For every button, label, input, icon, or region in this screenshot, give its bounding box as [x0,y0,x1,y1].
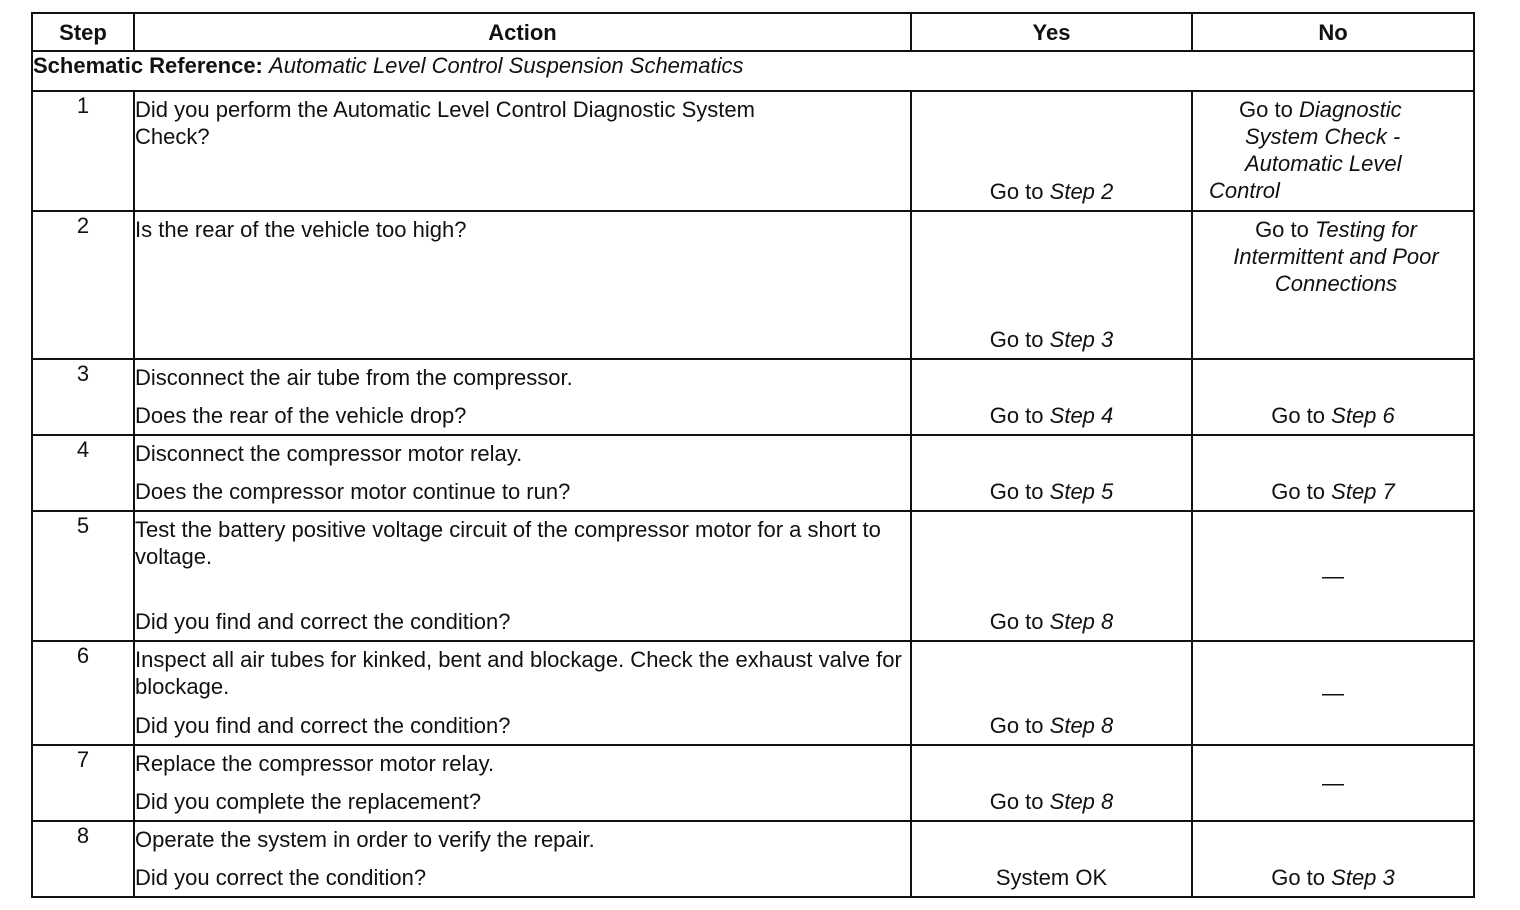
yes-cell [911,359,1192,435]
no-prefix: Go to [1271,403,1326,428]
yes-prefix: Go to [989,713,1044,738]
yes-step-link[interactable]: Step 3 [1049,327,1114,352]
yes-result: System OK [995,865,1108,890]
no-dash: — [1322,563,1344,589]
action-question: Did you correct the condition? [135,865,427,890]
action-cell [134,211,911,359]
no-prefix: Go to [1239,97,1293,122]
yes-prefix: Go to [989,609,1044,634]
action-question: Did you find and correct the condition? [135,713,511,738]
step-number: 7 [32,745,134,821]
action-text: Test the battery positive voltage circuit of the compressor motor for a short to voltage. [135,517,881,569]
action-text: Inspect all air tubes for kinked, bent and blockage. Check the exhaust valve for blockage. [135,647,902,699]
header-yes: Yes [911,13,1192,51]
table-row [32,359,1474,435]
table-row [32,211,1474,359]
action-cell [134,435,911,511]
no-cell [1192,821,1474,897]
no-cell [1192,435,1474,511]
schematic-reference [32,51,1474,91]
no-step-link[interactable]: Step 3 [1331,865,1395,890]
yes-cell [911,511,1192,641]
step-number: 6 [32,641,134,745]
yes-cell [911,211,1192,359]
no-link-line[interactable]: Diagnostic [1298,97,1402,122]
schematic-reference-link[interactable]: Automatic Level Control Suspension Schematics [269,53,744,78]
table-row [32,745,1474,821]
no-link-line[interactable]: Control [1209,178,1280,203]
schematic-reference-label: Schematic Reference: [33,53,263,78]
no-step-link[interactable]: Step 6 [1331,403,1395,428]
action-question: Did you complete the replacement? [135,789,482,814]
no-cell [1192,641,1474,745]
no-dash: — [1322,770,1344,796]
yes-result [912,608,1191,635]
action-cell [134,745,911,821]
step-number: 8 [32,821,134,897]
action-cell [134,511,911,641]
action-text: Replace the compressor motor relay. [135,751,495,776]
action-text: Operate the system in order to verify the repair. [135,827,595,852]
yes-cell [911,435,1192,511]
table-row [32,821,1474,897]
no-prefix: Go to [1271,865,1326,890]
no-dash: — [1322,680,1344,706]
yes-result [912,712,1191,739]
yes-result [912,178,1191,205]
action-text: Disconnect the compressor motor relay. [135,441,523,466]
no-cell [1192,511,1474,641]
no-result [1193,864,1473,891]
header-no: No [1192,13,1474,51]
action-cell [134,91,911,211]
yes-result [912,402,1191,429]
step-number: 1 [32,91,134,211]
no-step-link[interactable]: Step 7 [1331,479,1395,504]
header-action: Action [134,13,911,51]
no-result [1193,212,1473,297]
yes-cell [911,91,1192,211]
step-number: 2 [32,211,134,359]
no-result [1193,478,1473,505]
yes-prefix: Go to [989,789,1044,814]
no-link-line[interactable]: System Check - [1245,124,1401,149]
no-result [1193,92,1473,204]
yes-result [912,478,1191,505]
no-prefix: Go to [1255,217,1309,242]
no-link[interactable]: Testing for Intermittent and Poor Connections [1233,217,1439,296]
no-result [1193,402,1473,429]
yes-cell [911,641,1192,745]
action-cell [134,641,911,745]
action-question: Does the rear of the vehicle drop? [135,403,467,428]
action-question: Does the compressor motor continue to run? [135,479,571,504]
table-row [32,641,1474,745]
yes-step-link[interactable]: Step 8 [1049,713,1114,738]
action-text: Did you perform the Automatic Level Control Diagnostic System Check? [135,97,755,149]
table-row [32,511,1474,641]
yes-prefix: Go to [989,403,1044,428]
header-step: Step [32,13,134,51]
yes-step-link[interactable]: Step 4 [1049,403,1114,428]
no-cell [1192,745,1474,821]
table-row [32,91,1474,211]
step-number: 5 [32,511,134,641]
diagnostic-table [31,12,1475,898]
yes-prefix: Go to [989,327,1044,352]
yes-step-link[interactable]: Step 8 [1049,609,1114,634]
yes-cell [911,821,1192,897]
action-question: Did you find and correct the condition? [135,609,511,634]
action-cell [134,359,911,435]
action-text: Disconnect the air tube from the compressor. [135,365,573,390]
action-cell [134,821,911,897]
no-prefix: Go to [1271,479,1326,504]
yes-result [912,788,1191,815]
yes-step-link[interactable]: Step 5 [1049,479,1114,504]
yes-step-link[interactable]: Step 2 [1049,179,1114,204]
schematic-reference-row [32,51,1474,91]
step-number: 3 [32,359,134,435]
yes-cell [911,745,1192,821]
no-link-line[interactable]: Automatic Level [1245,151,1402,176]
no-cell [1192,211,1474,359]
no-cell [1192,359,1474,435]
step-number: 4 [32,435,134,511]
header-row [32,13,1474,51]
yes-prefix: Go to [989,179,1044,204]
no-cell [1192,91,1474,211]
yes-prefix: Go to [989,479,1044,504]
table-row [32,435,1474,511]
action-text: Is the rear of the vehicle too high? [135,217,467,242]
yes-result [912,326,1191,353]
yes-step-link[interactable]: Step 8 [1049,789,1114,814]
